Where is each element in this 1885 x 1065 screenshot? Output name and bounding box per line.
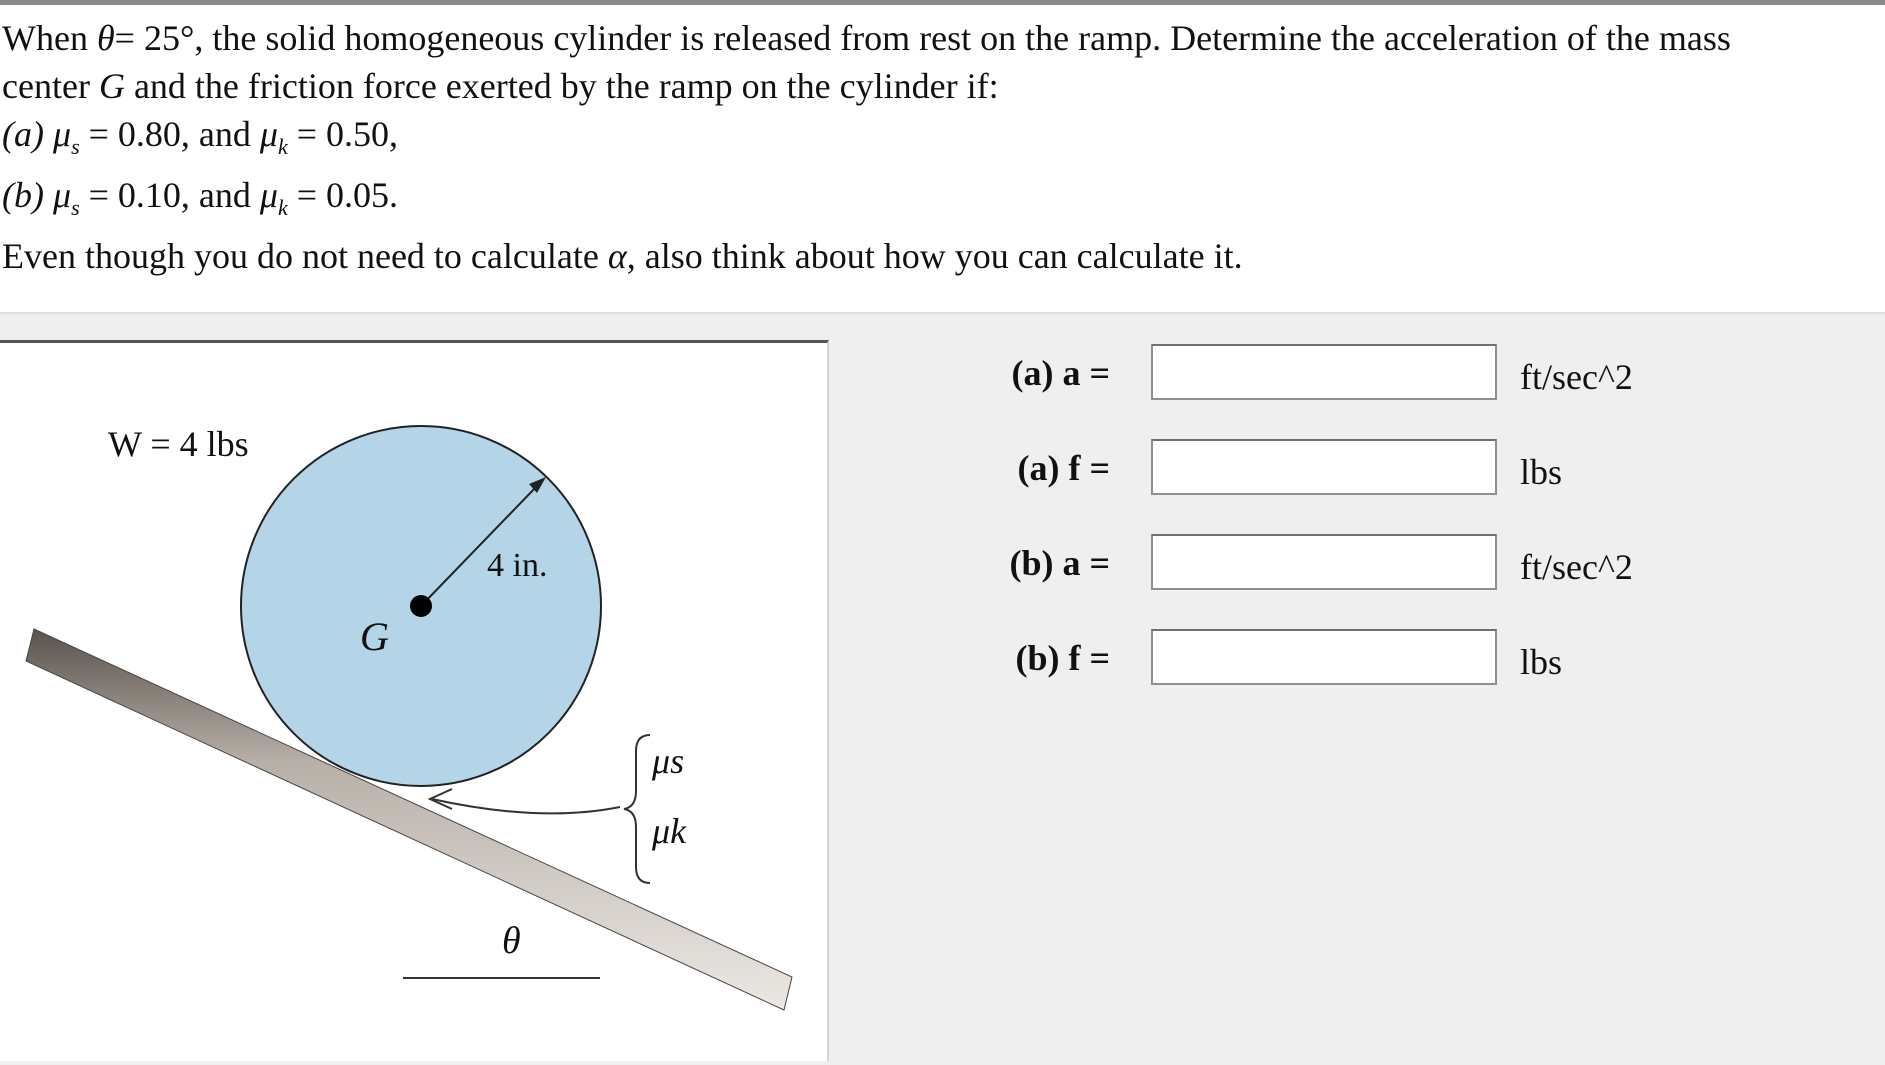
problem-line-1 [2,14,1872,62]
answer-unit: lbs [1520,452,1563,492]
mu-s-label: μs [652,741,685,781]
answer-row-b-friction [980,625,1680,689]
text-span: center [2,66,99,106]
center-point [410,595,432,617]
condition-a [2,110,1872,171]
coefficient-brace [624,735,650,883]
answer-row-b-acceleration [980,530,1680,594]
answer-label: (b) a = [1009,543,1110,583]
a-acceleration-input[interactable] [1151,344,1497,400]
problem-note [2,232,1872,280]
mu-k-label: μk [652,811,687,851]
text-span: When [2,18,97,58]
answer-row-a-acceleration [980,340,1680,404]
answer-unit: ft/sec^2 [1520,357,1633,397]
subscript-s: s [71,134,80,159]
text-span: Even though you do not need to calculate [2,236,608,276]
part-a-tag: (a) [2,114,44,154]
mu-symbol: μ [52,114,72,154]
radius-label: 4 in. [487,547,548,584]
subscript-k: k [277,195,288,220]
mu-symbol: μ [52,175,72,215]
b-friction-input[interactable] [1151,629,1497,685]
text-span: = 0.50, [287,114,399,154]
text-span: = 25°, the solid homogeneous cylinder is released from rest on the ramp. Determine the acceleration of the mass [114,18,1731,58]
friction-pointer [432,799,620,813]
answer-unit: ft/sec^2 [1520,547,1633,587]
text-span: , also think about how you can calculate it. [626,236,1243,276]
figure-svg [0,343,827,1061]
problem-line-2 [2,62,1872,110]
answer-label: (b) f = [1015,638,1110,678]
a-friction-input[interactable] [1151,439,1497,495]
text-span: and the friction force exerted by the ramp on the cylinder if: [124,66,999,106]
mu-symbol: μ [259,175,278,215]
center-label: G [360,614,389,659]
alpha-symbol: α [607,236,627,276]
subscript-s: s [71,195,80,220]
text-span: = 0.10, and [79,175,260,215]
answer-row-a-friction [980,435,1680,499]
b-acceleration-input[interactable] [1151,534,1497,590]
mu-symbol: μ [259,114,278,154]
subscript-k: k [277,134,288,159]
angle-label: θ [502,920,521,962]
answer-unit: lbs [1520,642,1563,682]
g-symbol: G [98,66,125,106]
theta-symbol: θ [96,18,115,58]
cylinder-ramp-figure [0,340,829,1061]
text-span: = 0.80, and [79,114,260,154]
part-b-tag: (b) [2,175,44,215]
answer-label: (a) a = [1011,353,1110,393]
top-divider [0,0,1885,5]
answer-label: (a) f = [1017,448,1110,488]
condition-b [2,171,1872,232]
weight-label: W = 4 lbs [108,424,249,464]
problem-statement [2,14,1872,280]
text-span: = 0.05. [287,175,399,215]
